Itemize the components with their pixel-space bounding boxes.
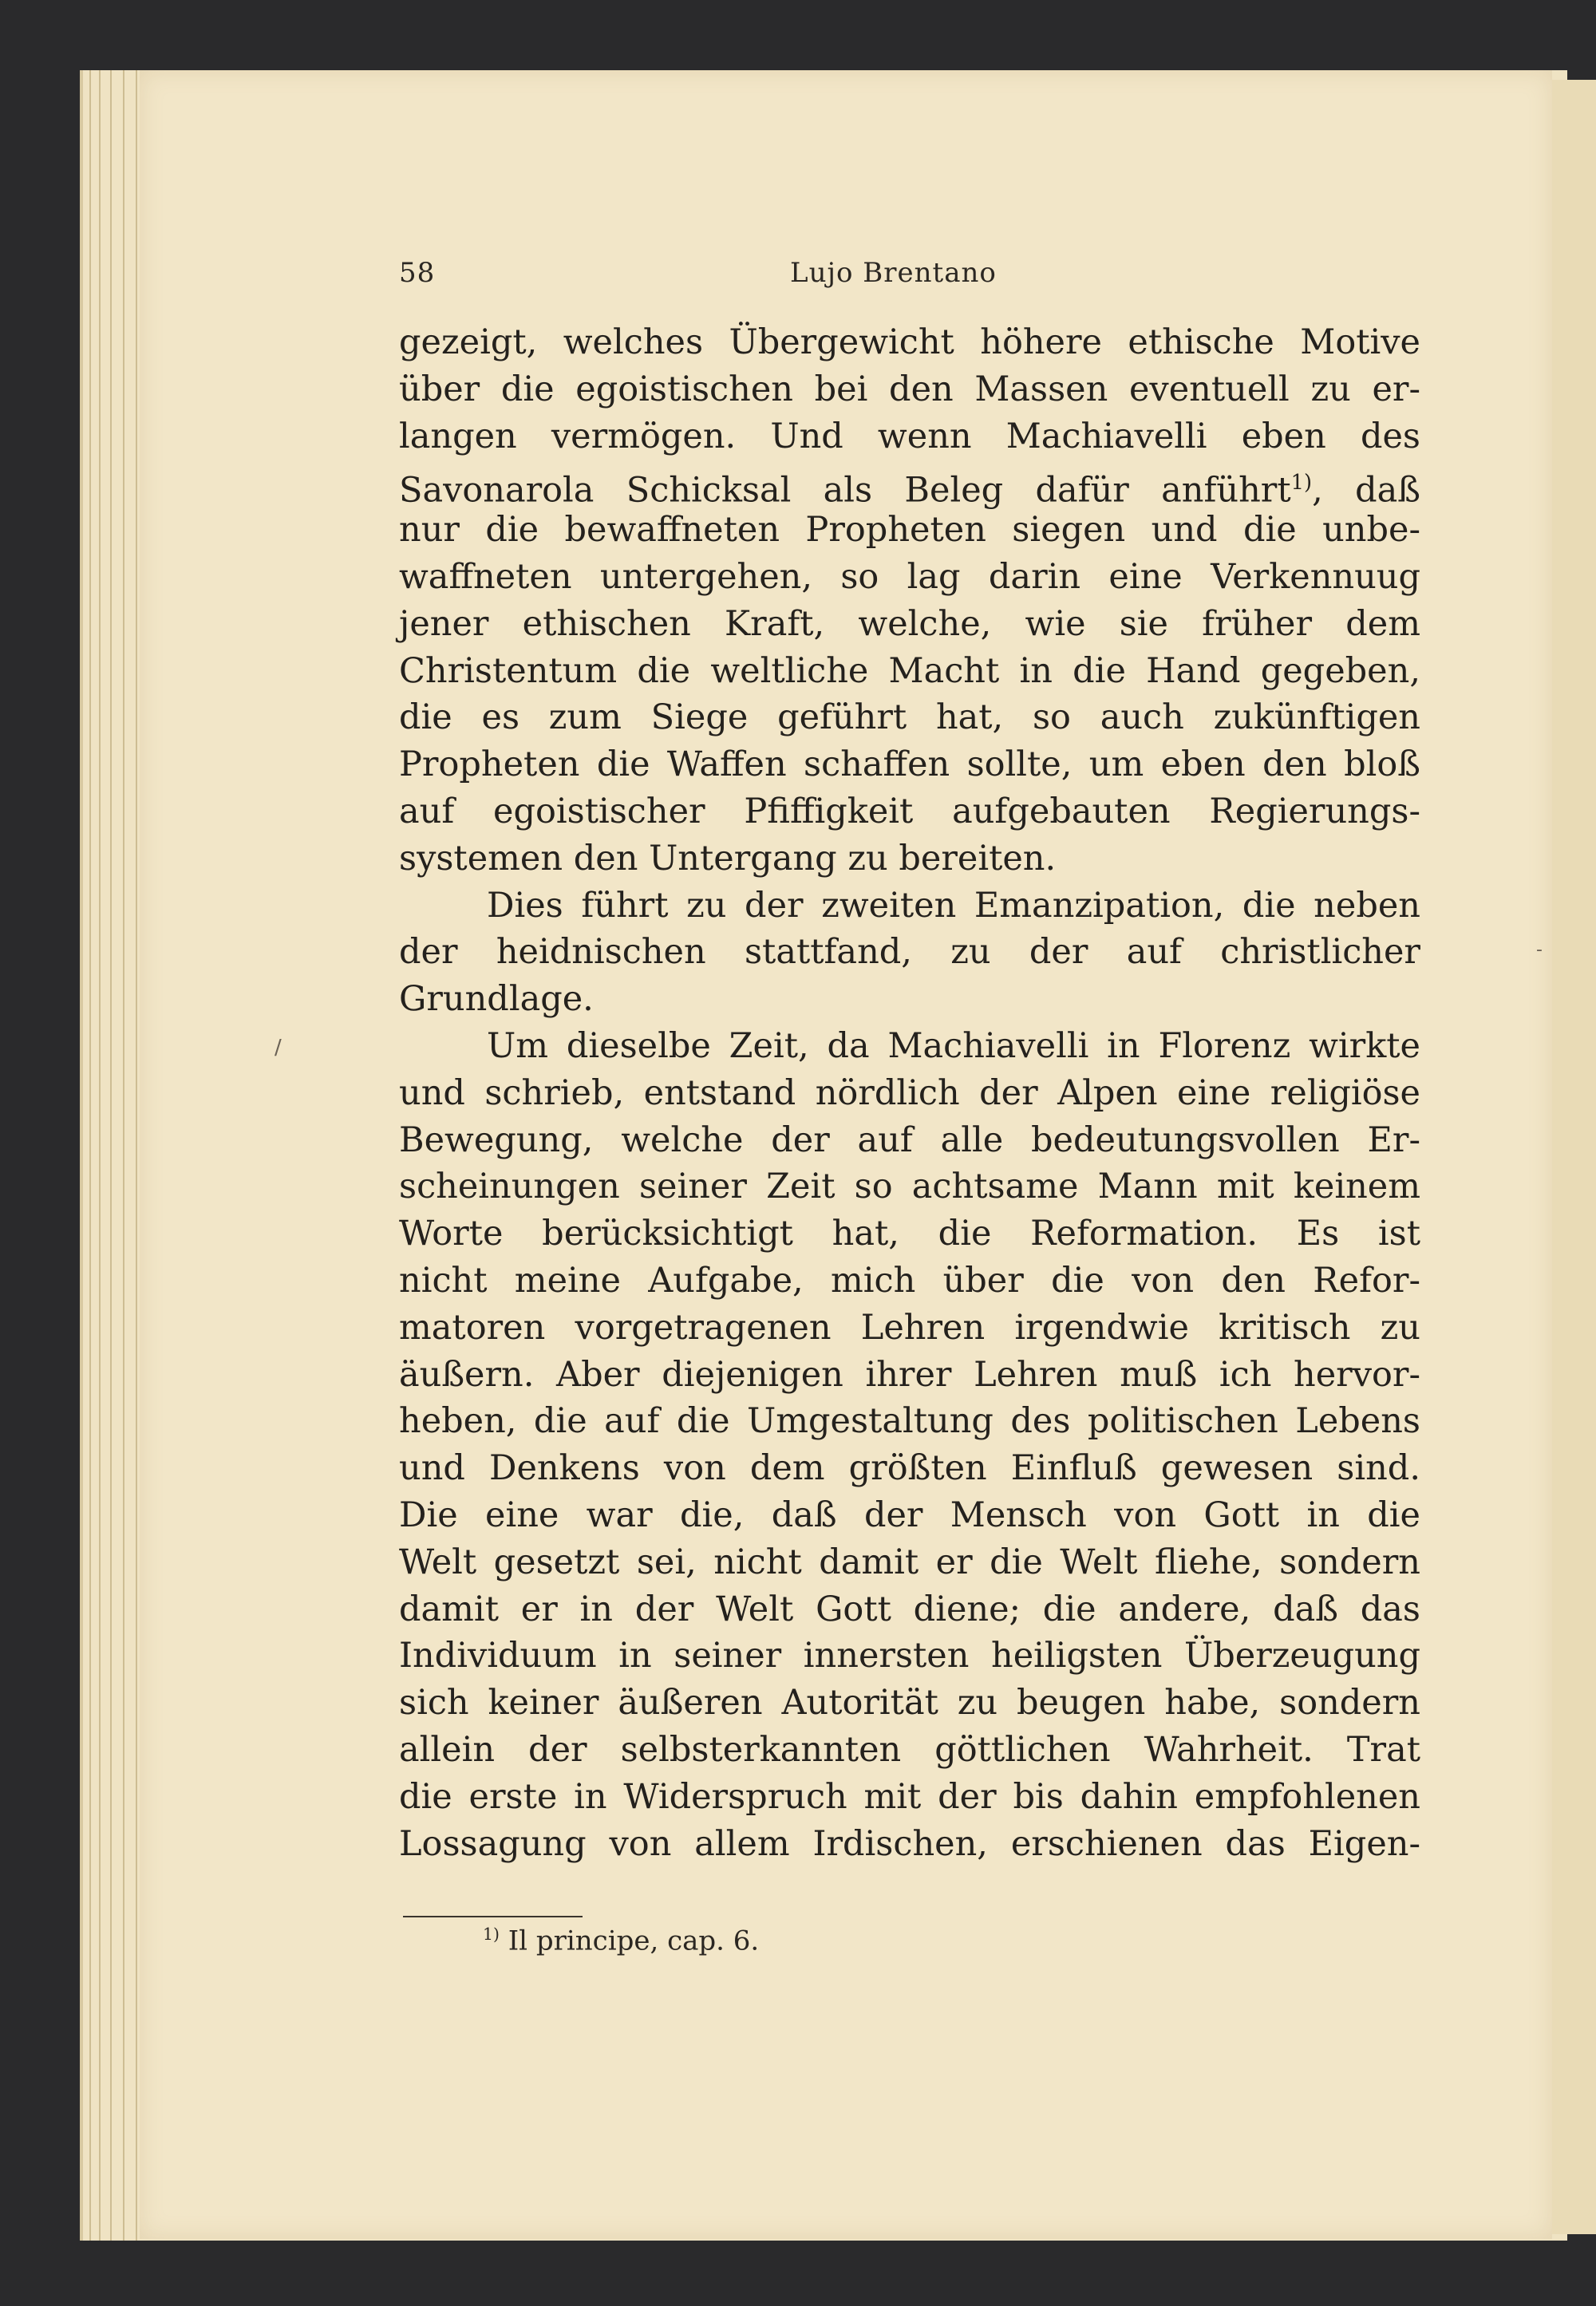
page-edge <box>110 70 112 2241</box>
text-line: nicht meine Aufgabe, mich über die von den Refor- <box>399 1260 1420 1301</box>
text-line: Welt gesetzt sei, nicht damit er die Welt fliehe, sondern <box>399 1542 1420 1582</box>
footnote <box>483 1925 759 1957</box>
text-line: Um dieselbe Zeit, da Machiavelli in Florenz wirkte <box>487 1025 1420 1066</box>
pencil-mark: - <box>1536 940 1543 960</box>
text-segment: Savonarola Schicksal als Beleg dafür anführt <box>399 470 1291 511</box>
body-text <box>399 319 1420 1867</box>
text-line: Lossagung von allem Irdischen, erschienen das Eigen- <box>399 1823 1420 1864</box>
running-title: Lujo Brentano <box>790 257 997 289</box>
text-line: Bewegung, welche der auf alle bedeutungsvollen Er- <box>399 1119 1420 1160</box>
text-line: systemen den Untergang zu bereiten. <box>399 838 1057 879</box>
text-line: und schrieb, entstand nördlich der Alpen eine religiöse <box>399 1072 1420 1113</box>
page-edge <box>99 70 101 2241</box>
text-line: äußern. Aber diejenigen ihrer Lehren muß ich hervor- <box>399 1354 1420 1395</box>
text-line: gezeigt, welches Übergewicht höhere ethische Motive <box>399 322 1420 362</box>
text-line: langen vermögen. Und wenn Machiavelli eben des <box>399 416 1420 456</box>
text-line: waffneten untergehen, so lag darin eine Verkennuug <box>399 556 1420 597</box>
text-line: nur die bewaffneten Propheten siegen und die unbe- <box>399 510 1420 551</box>
text-line-with-footnote-ref <box>399 460 1420 511</box>
text-line: auf egoistischer Pfiffigkeit aufgebauten Regierungs- <box>399 791 1420 831</box>
text-line: Christentum die weltliche Macht in die Hand gegeben, <box>399 650 1420 691</box>
text-line: und Denkens von dem größten Einfluß gewesen sind. <box>399 1448 1420 1489</box>
text-line: Individuum in seiner innersten heiligsten Überzeugung <box>399 1636 1420 1676</box>
page-number: 58 <box>399 257 436 289</box>
text-line: jener ethischen Kraft, welche, wie sie früher dem <box>399 603 1420 644</box>
footnote-marker: 1) <box>483 1925 500 1944</box>
facing-page-edge <box>1552 80 1596 2234</box>
text-line: Dies führt zu der zweiten Emanzipation, die neben <box>487 885 1420 926</box>
footnote-divider <box>403 1916 583 1917</box>
text-line: die erste in Widerspruch mit der bis dahin empfohlenen <box>399 1776 1420 1817</box>
text-segment: , daß <box>1312 470 1420 511</box>
text-line: allein der selbsterkannten göttlichen Wahrheit. Trat <box>399 1729 1420 1770</box>
text-line: die es zum Siege geführt hat, so auch zukünftigen <box>399 697 1420 738</box>
text-line: über die egoistischen bei den Massen eventuell zu er- <box>399 369 1420 409</box>
text-line: Die eine war die, daß der Mensch von Gott in die <box>399 1495 1420 1535</box>
text-line: Propheten die Waffen schaffen sollte, um eben den bloß <box>399 744 1420 785</box>
text-line: Grundlage. <box>399 979 594 1020</box>
pencil-mark: / <box>275 1036 282 1060</box>
footnote-reference[interactable]: 1) <box>1290 471 1313 496</box>
text-line: Worte berücksichtigt hat, die Reformation. Es ist <box>399 1214 1420 1254</box>
page-edge <box>136 70 137 2241</box>
footnote-text: Il principe, cap. 6. <box>508 1925 760 1957</box>
text-line: damit er in der Welt Gott diene; die andere, daß das <box>399 1589 1420 1629</box>
text-line: heben, die auf die Umgestaltung des politischen Lebens <box>399 1401 1420 1442</box>
page-edge <box>123 70 124 2241</box>
text-line: scheinungen seiner Zeit so achtsame Mann mit keinem <box>399 1167 1420 1207</box>
text-line: der heidnischen stattfand, zu der auf christlicher <box>399 932 1420 973</box>
page-edge <box>89 70 91 2241</box>
text-line: sich keiner äußeren Autorität zu beugen habe, sondern <box>399 1683 1420 1724</box>
text-line: matoren vorgetragenen Lehren irgendwie kritisch zu <box>399 1307 1420 1348</box>
